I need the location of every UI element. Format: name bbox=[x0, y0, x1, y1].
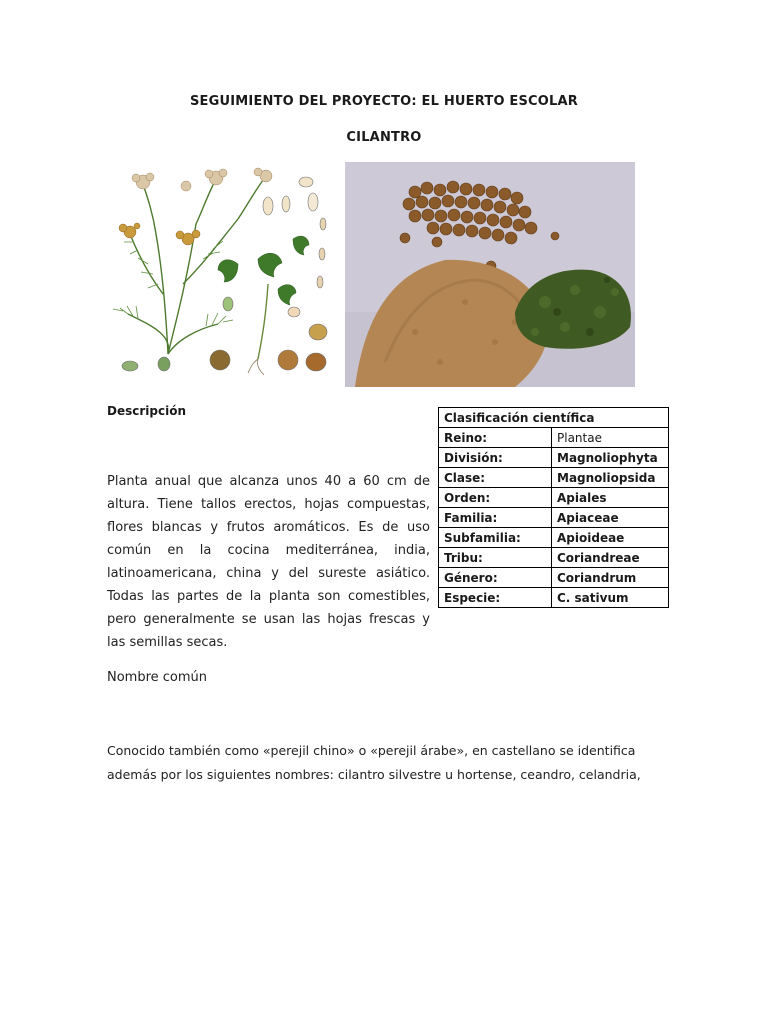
classification-header: Clasificación científica bbox=[439, 408, 669, 428]
document-title: SEGUIMIENTO DEL PROYECTO: EL HUERTO ESCOLAR bbox=[189, 94, 579, 109]
rank-value: Apiaceae bbox=[552, 508, 669, 528]
table-row bbox=[439, 588, 669, 608]
rank-value: Coriandreae bbox=[552, 548, 669, 568]
rank-value: Magnoliopsida bbox=[552, 468, 669, 488]
common-name-text: Conocido también como «perejil chino» o «perejil árabe», en castellano se identifica además por los siguientes nombres: cilantro silvestre u hortense, ceandro, celandria, bbox=[107, 743, 641, 782]
description-text: Planta anual que alcanza unos 40 a 60 cm de altura. Tiene tallos erectos, hojas compuestas, flores blancas y frutos aromáticos. Es de uso común en la cocina mediterránea, india, latinoamericana, china y del sureste asiático. Todas las partes de la planta son comestibles, pero generalmente se usan las hojas frescas y las semillas secas. bbox=[107, 474, 430, 650]
rank-value: Apioideae bbox=[552, 528, 669, 548]
table-row bbox=[439, 448, 669, 468]
rank-label: Género: bbox=[439, 568, 552, 588]
table-row bbox=[439, 528, 669, 548]
rank-value: Apiales bbox=[552, 488, 669, 508]
common-name-heading: Nombre común bbox=[107, 670, 208, 685]
table-row bbox=[439, 428, 669, 448]
rank-value: Coriandrum bbox=[552, 568, 669, 588]
rank-value: C. sativum bbox=[552, 588, 669, 608]
rank-label: Orden: bbox=[439, 488, 552, 508]
rank-label: Reino: bbox=[439, 428, 552, 448]
rank-label: Clase: bbox=[439, 468, 552, 488]
rank-label: Especie: bbox=[439, 588, 552, 608]
rank-label: Tribu: bbox=[439, 548, 552, 568]
document-subtitle: CILANTRO bbox=[346, 130, 422, 145]
table-row bbox=[439, 548, 669, 568]
coriander-products-photo bbox=[345, 162, 635, 387]
table-row bbox=[439, 508, 669, 528]
rank-label: División: bbox=[439, 448, 552, 468]
table-row bbox=[439, 568, 669, 588]
rank-value: Magnoliophyta bbox=[552, 448, 669, 468]
rank-label: Familia: bbox=[439, 508, 552, 528]
description-heading: Descripción bbox=[107, 404, 186, 418]
rank-label: Subfamilia: bbox=[439, 528, 552, 548]
botanical-illustration bbox=[108, 164, 336, 378]
rank-value: Plantae bbox=[552, 428, 669, 448]
table-row bbox=[439, 468, 669, 488]
table-row bbox=[439, 488, 669, 508]
classification-table bbox=[438, 407, 669, 608]
